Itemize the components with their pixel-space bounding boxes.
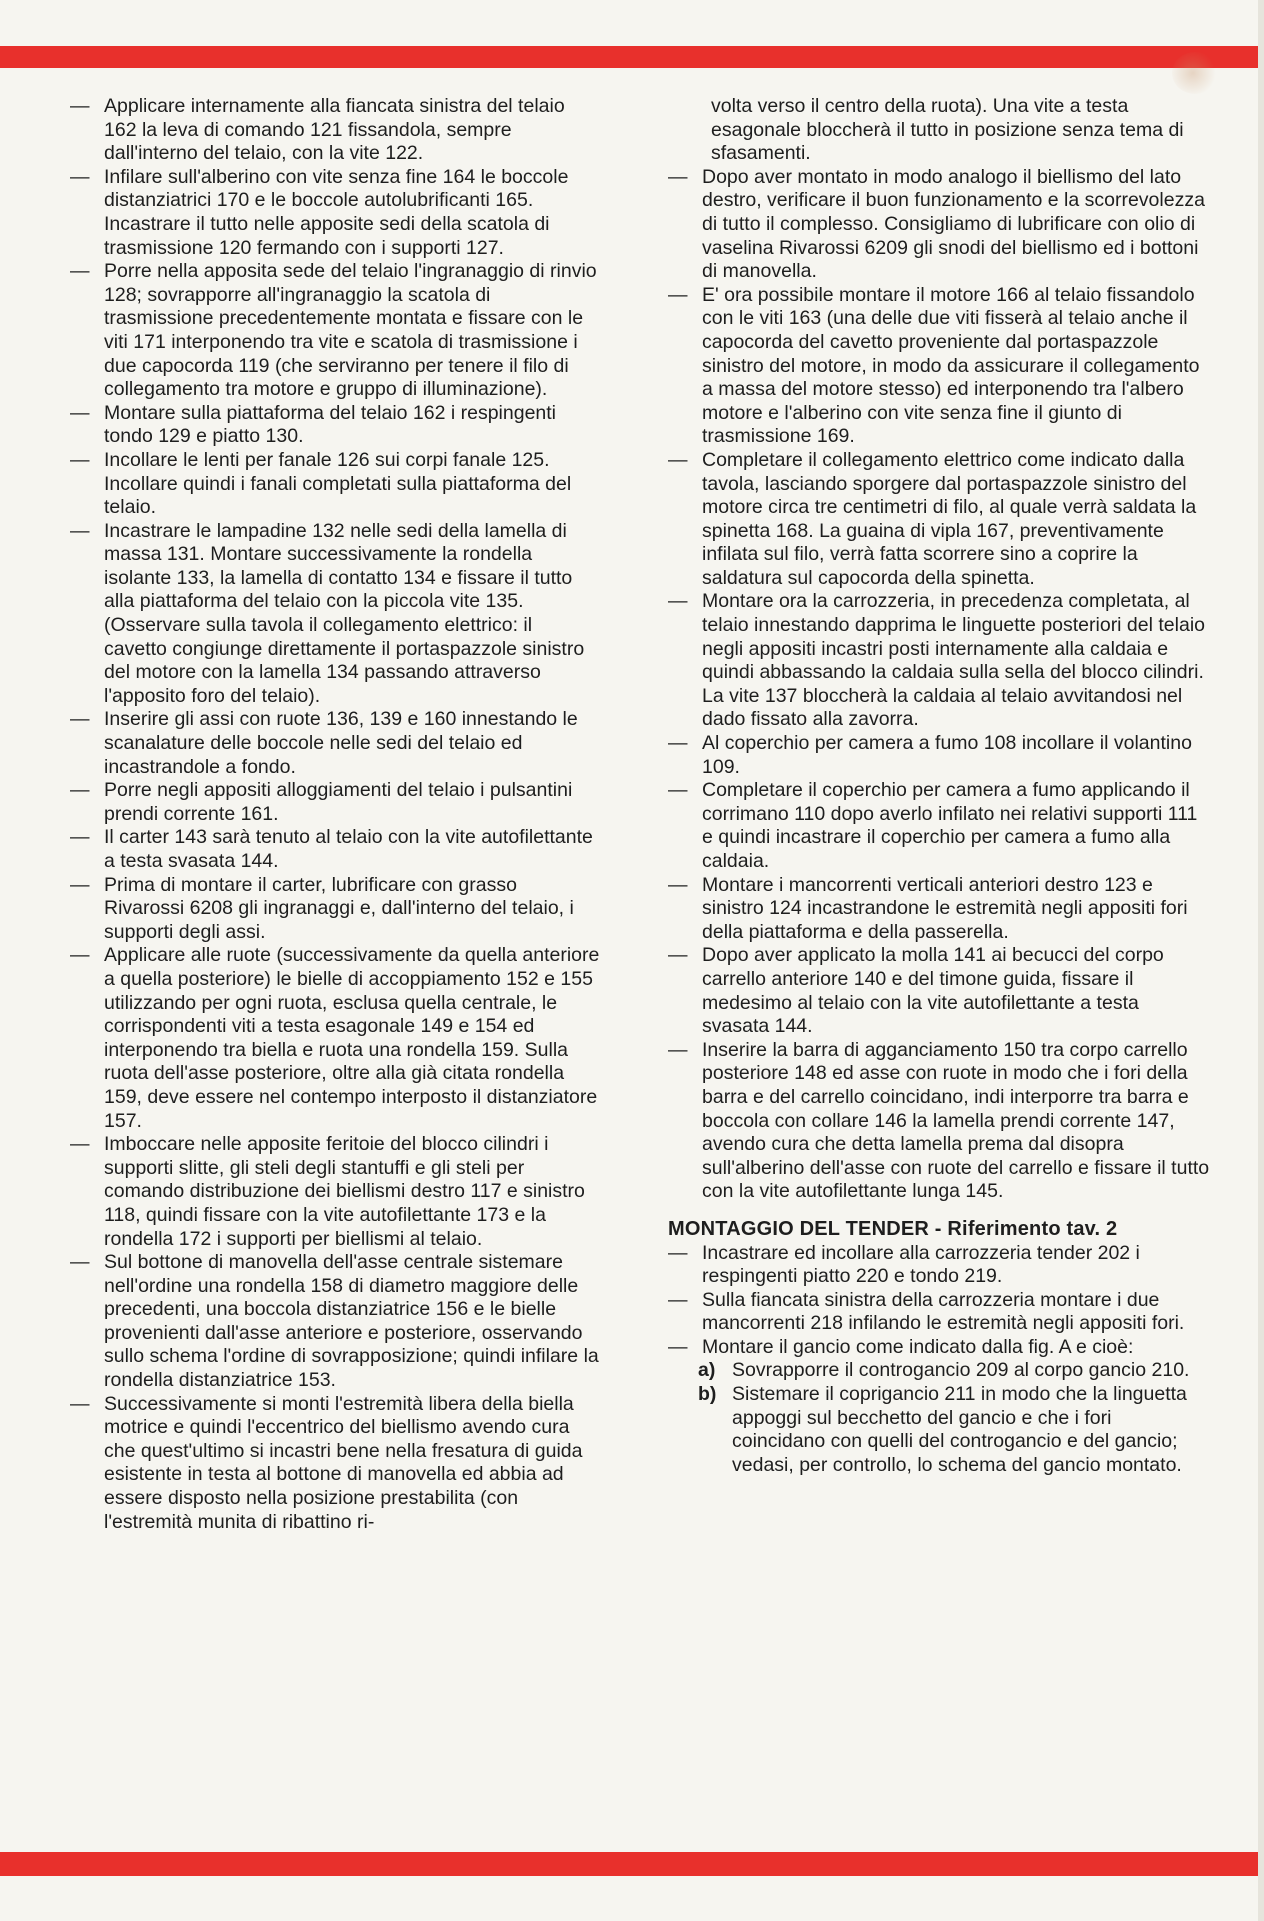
dash-bullet: — bbox=[70, 1133, 90, 1156]
step-text: Montare ora la carrozzeria, in precedenza completata, al telaio innestando dapprima le linguette posteriori del telaio negli appositi incastri posti internamente alla caldaia e quindi abbassando la caldaia sulla sella del blocco cilindri. La vite 137 bloccherà la caldaia al telaio avvitandosi nel dado fissato alla zavorra. bbox=[702, 590, 1205, 731]
dash-bullet: — bbox=[668, 779, 688, 802]
dash-bullet: — bbox=[668, 448, 688, 471]
instruction-step bbox=[668, 166, 1210, 284]
section-heading: MONTAGGIO DEL TENDER - Riferimento tav. 2 bbox=[668, 1217, 1118, 1240]
step-text: Completare il coperchio per camera a fumo applicando il corrimano 110 dopo averlo infilato nei relativi supporti 111 e quindi incastrare il coperchio per camera a fumo alla caldaia. bbox=[702, 779, 1198, 872]
instruction-step bbox=[668, 779, 1210, 873]
step-text: Montare sulla piattaforma del telaio 162 i respingenti tondo 129 e piatto 130. bbox=[104, 401, 557, 448]
substep-letter: b) bbox=[698, 1383, 717, 1406]
instruction-step bbox=[70, 874, 600, 945]
instruction-step bbox=[668, 449, 1210, 591]
step-text: Completare il collegamento elettrico come indicato dalla tavola, lasciando sporgere dal portaspazzole sinistro del motore circa tre centimetri di filo, al quale verrà saldata la spinetta 168. La guaina di vipla 167, preventivamente infilata sul filo, verrà fatta scorrere sino a coprire la saldatura sul capocorda della spinetta. bbox=[702, 448, 1197, 589]
dash-bullet: — bbox=[70, 165, 90, 188]
tender-substep bbox=[698, 1383, 1210, 1477]
step-text: Applicare alle ruote (successivamente da quella anteriore a quella posteriore) le bielle di accoppiamento 152 e 155 utilizzando per ogni ruota, esclusa quella centrale, le corrispondenti viti a testa esagonale 149 e 154 ed interponendo tra biella e ruota una rondella 159. Sulla ruota dell'asse posteriore, oltre alla già citata rondella 159, deve essere nel contempo interposto il distanziatore 157. bbox=[104, 944, 600, 1132]
dash-bullet: — bbox=[70, 708, 90, 731]
instruction-step bbox=[70, 1251, 600, 1393]
instruction-step bbox=[70, 1393, 600, 1535]
instruction-step bbox=[70, 260, 600, 402]
tender-substep bbox=[698, 1359, 1210, 1383]
substep-text: Sovrapporre il controgancio 209 al corpo gancio 210. bbox=[732, 1359, 1190, 1382]
dash-bullet: — bbox=[70, 873, 90, 896]
dash-bullet: — bbox=[70, 944, 90, 967]
paper-stain bbox=[1172, 52, 1218, 94]
tender-step bbox=[668, 1289, 1210, 1336]
instruction-step bbox=[70, 708, 600, 779]
top-red-stripe bbox=[0, 46, 1264, 68]
left-column bbox=[70, 95, 600, 1534]
dash-bullet: — bbox=[668, 1288, 688, 1311]
step-text: Sul bottone di manovella dell'asse centrale sistemare nell'ordine una rondella 158 di diametro maggiore delle precedenti, una boccola distanziatrice 156 e le bielle provenienti dall'asse anteriore e posteriore, osservando sullo schema l'ordine di sovrapposizione; quindi infilare la rondella distanziatrice 153. bbox=[104, 1251, 599, 1392]
step-text: Prima di montare il carter, lubrificare con grasso Rivarossi 6208 gli ingranaggi e, dall'interno del telaio, i supporti degli assi. bbox=[104, 873, 574, 943]
instruction-step bbox=[70, 166, 600, 260]
instruction-step bbox=[70, 95, 600, 166]
dash-bullet: — bbox=[70, 260, 90, 283]
bottom-red-stripe bbox=[0, 1852, 1264, 1876]
tender-step bbox=[668, 1336, 1210, 1360]
dash-bullet: — bbox=[668, 873, 688, 896]
dash-bullet: — bbox=[70, 826, 90, 849]
step-text: Incollare le lenti per fanale 126 sui corpi fanale 125. Incollare quindi i fanali completati sulla piattaforma del telaio. bbox=[104, 448, 572, 519]
step-text: Successivamente si monti l'estremità libera della biella motrice e quindi l'eccentrico del biellismo avendo cura che quest'ultimo si incastri bene nella fresatura di guida esistente in testa al bottone di manovella ed abbia ad essere disposto nella posizione prestabilita (con l'estremità munita di ribattino ri- bbox=[104, 1392, 583, 1533]
step-text: Al coperchio per camera a fumo 108 incollare il volantino 109. bbox=[702, 732, 1192, 778]
instruction-step bbox=[668, 590, 1210, 732]
step-text: Infilare sull'alberino con vite senza fine 164 le boccole distanziatrici 170 e le boccole autolubrificanti 165. Incastrare il tutto nelle apposite sedi della scatola di trasmissione 120 fermando con i supporti 127. bbox=[104, 165, 569, 259]
step-text: Il carter 143 sarà tenuto al telaio con la vite autofilettante a testa svasata 144. bbox=[104, 826, 593, 872]
step-text: Porre nella apposita sede del telaio l'ingranaggio di rinvio 128; sovrapporre all'ingranaggio la scatola di trasmissione precedentemente montata e fissare con le viti 171 interponendo tra vite e scatola di trasmissione i due capocorda 119 (che serviranno per tenere il filo di collegamento tra motore e gruppo di illuminazione). bbox=[104, 260, 597, 401]
step-text: Inserire la barra di agganciamento 150 tra corpo carrello posteriore 148 ed asse con ruote in modo che i fori della barra e del carrello coincidano, indi interporre tra barra e boccola con collare 146 la lamella prendi corrente 147, avendo cura che detta lamella prema dal disopra sull'alberino dell'asse con ruote del carrello e fissare il tutto con la vite autofilettante lunga 145. bbox=[702, 1038, 1210, 1203]
step-text: Incastrare le lampadine 132 nelle sedi della lamella di massa 131. Montare successivamente la rondella isolante 133, la lamella di contatto 134 e fissare il tutto alla piattaforma del telaio con la piccola vite 135. (Osservare sulla tavola il collegamento elettrico: il cavetto congiunge direttamente il portaspazzole sinistro del motore con la lamella 134 passando attraverso l'apposito foro del telaio). bbox=[104, 519, 585, 707]
tender-step bbox=[668, 1242, 1210, 1289]
dash-bullet: — bbox=[70, 519, 90, 542]
dash-bullet: — bbox=[70, 95, 90, 117]
dash-bullet: — bbox=[668, 1241, 688, 1264]
substep-text: Sistemare il coprigancio 211 in modo che la linguetta appoggi sul becchetto del gancio e che i fori coincidano con quelli del controgancio e del gancio; vedasi, per controllo, lo schema del gancio montato. bbox=[732, 1383, 1187, 1476]
step-text: Applicare internamente alla fiancata sinistra del telaio 162 la leva di comando 121 fissandola, sempre dall'interno del telaio, con la vite 122. bbox=[104, 95, 565, 165]
step-text: Imboccare nelle apposite feritoie del blocco cilindri i supporti slitte, gli steli degli stantuffi e gli steli per comando distribuzione dei biellismi destro 117 e sinistro 118, quindi fissare con la vite autofilettante 173 e la rondella 172 i supporti per biellismi al telaio. bbox=[104, 1133, 585, 1250]
page-edge bbox=[1258, 0, 1264, 1921]
step-text: Montare il gancio come indicato dalla fig. A e cioè: bbox=[702, 1335, 1134, 1358]
dash-bullet: — bbox=[70, 401, 90, 424]
dash-bullet: — bbox=[668, 1335, 688, 1358]
instruction-step bbox=[668, 732, 1210, 779]
instruction-step bbox=[668, 1039, 1210, 1204]
dash-bullet: — bbox=[668, 590, 688, 613]
right-column bbox=[668, 95, 1210, 1477]
instruction-step bbox=[70, 1133, 600, 1251]
continuation-text: volta verso il centro della ruota). Una vite a testa esagonale bloccherà il tutto in posizione senza tema di sfasamenti. bbox=[711, 95, 1184, 165]
dash-bullet: — bbox=[70, 779, 90, 802]
instruction-step bbox=[70, 520, 600, 709]
dash-bullet: — bbox=[70, 1392, 90, 1415]
instruction-step bbox=[668, 874, 1210, 945]
dash-bullet: — bbox=[70, 1251, 90, 1274]
instruction-step bbox=[70, 826, 600, 873]
step-text: Montare i mancorrenti verticali anteriori destro 123 e sinistro 124 incastrandone le estremità negli appositi fori della piattaforma e della passerella. bbox=[702, 873, 1188, 943]
dash-bullet: — bbox=[668, 732, 688, 755]
instruction-step bbox=[668, 944, 1210, 1038]
dash-bullet: — bbox=[668, 944, 688, 967]
dash-bullet: — bbox=[668, 165, 688, 188]
instruction-step bbox=[668, 284, 1210, 449]
dash-bullet: — bbox=[668, 1038, 688, 1061]
instruction-step bbox=[70, 449, 600, 520]
step-text: Inserire gli assi con ruote 136, 139 e 160 innestando le scanalature delle boccole nelle sedi del telaio ed incastrandole a fondo. bbox=[104, 708, 578, 778]
step-text: Dopo aver montato in modo analogo il biellismo del lato destro, verificare il buon funzionamento e la scorrevolezza di tutto il complesso. Consigliamo di lubrificare con olio di vaselina Rivarossi 6209 gli snodi del biellismo ed i bottoni di manovella. bbox=[702, 165, 1205, 283]
step-text: E' ora possibile montare il motore 166 al telaio fissandolo con le viti 163 (una delle due viti fisserà al telaio anche il capocorda del cavetto proveniente dal portaspazzole sinistro del motore, in modo da assicurare il collegamento a massa del motore stesso) ed interponendo tra l'albero motore e l'alberino con vite senza fine il giunto di trasmissione 169. bbox=[702, 283, 1200, 448]
dash-bullet: — bbox=[70, 448, 90, 471]
instruction-step bbox=[70, 779, 600, 826]
instruction-step bbox=[70, 944, 600, 1133]
step-text: Dopo aver applicato la molla 141 ai becucci del corpo carrello anteriore 140 e del timone guida, fissare il medesimo al telaio con la vite autofilettante a testa svasata 144. bbox=[702, 944, 1164, 1038]
substep-letter: a) bbox=[698, 1359, 716, 1382]
step-text: Incastrare ed incollare alla carrozzeria tender 202 i respingenti piatto 220 e tondo 219. bbox=[702, 1241, 1140, 1288]
step-text: Porre negli appositi alloggiamenti del telaio i pulsantini prendi corrente 161. bbox=[104, 779, 573, 825]
step-text: Sulla fiancata sinistra della carrozzeria montare i due mancorrenti 218 infilando le estremità negli appositi fori. bbox=[702, 1288, 1185, 1335]
instruction-step bbox=[70, 402, 600, 449]
dash-bullet: — bbox=[668, 283, 688, 306]
